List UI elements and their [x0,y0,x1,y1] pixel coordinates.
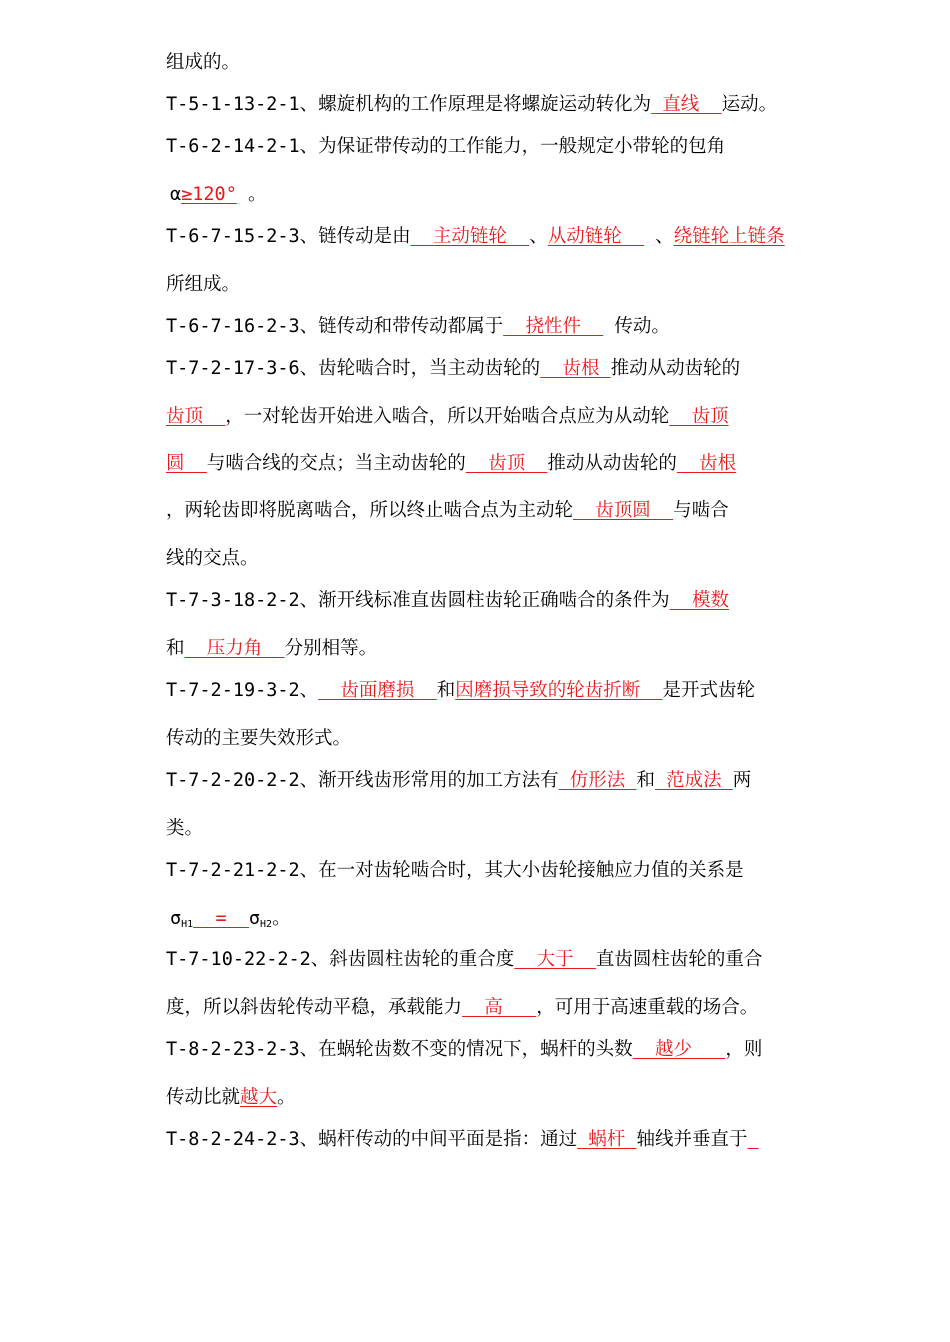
text: 两 [732,770,752,791]
question-6-7-16 [166,314,806,340]
text: 度，所以斜齿轮传动平稳，承载能力 [166,997,463,1018]
question-text: T-8-2-23-2-3、在蜗轮齿数不变的情况下，蜗杆的头数 [166,1039,633,1060]
text: 线的交点。 [166,548,259,569]
text-line [166,636,806,662]
question-text: T-7-10-22-2-2、斜齿圆柱齿轮的重合度 [166,949,515,970]
answer-blank: 齿根 [676,453,737,474]
answer-blank: 绕链轮上链条 [673,226,785,247]
answer-blank: 从动链轮 [547,226,645,247]
question-text: T-6-7-15-2-3、链传动是由 [166,226,411,247]
symbol-alpha: α [170,184,182,205]
question-5-1-13 [166,92,806,118]
question-6-2-14 [166,134,806,160]
answer-blank: = [193,908,249,929]
text: 类。 [166,818,204,839]
question-7-2-21 [166,858,806,884]
text-line [166,498,806,524]
text-line [166,272,806,298]
text-line [170,182,810,208]
answer-blank: 齿顶 [166,406,226,427]
subscript: H2 [260,919,273,930]
answer-blank: 范成法 [654,770,733,791]
answer-blank: 齿顶 [669,406,729,427]
answer-blank: 高 [462,997,537,1018]
question-7-2-17 [166,356,806,382]
question-8-2-24 [166,1127,806,1153]
answer-blank: 蜗杆 [577,1129,637,1150]
subscript: H1 [181,919,194,930]
text: ，则 [725,1039,763,1060]
text-line [166,816,806,842]
text: 所组成。 [166,274,241,295]
text: 、 [644,226,674,247]
question-text: T-7-2-21-2-2、在一对齿轮啮合时，其大小齿轮接触应力值的关系是 [166,860,744,881]
text: 和 [636,770,655,791]
answer-blank: 模数 [669,590,729,611]
answer-blank: 主动链轮 [410,226,530,247]
question-text: T-6-7-16-2-3、链传动和带传动都属于 [166,316,504,337]
answer-blank: 越少 [632,1039,726,1060]
text-line [166,546,806,572]
question-6-7-15 [166,224,806,250]
text: ，一对轮齿开始进入啮合，所以开始啮合点应为从动轮 [225,406,670,427]
answer-blank [747,1129,758,1150]
question-text: T-7-2-17-3-6、齿轮啮合时，当主动齿轮的 [166,358,541,379]
text: 分别相等。 [284,638,378,659]
text: 。 [277,1087,296,1108]
answer-blank: 越大 [240,1087,278,1108]
text: 轴线并垂直于 [636,1129,748,1150]
question-7-2-20 [166,768,806,794]
question-7-10-22 [166,947,806,973]
question-7-3-18 [166,588,806,614]
answer-blank: 齿根 [540,358,611,379]
text: 传动。 [603,316,670,337]
answer-blank: 挠性件 [503,316,604,337]
text: 。 [272,908,291,929]
question-text: T-6-2-14-2-1、为保证带传动的工作能力，一般规定小带轮的包角 [166,136,726,157]
text-line [166,451,806,477]
text: 组成的。 [166,52,241,73]
symbol-sigma: σ [170,908,182,929]
answer-blank: 齿顶 [465,453,548,474]
text-line [166,1085,806,1111]
text: 是开式齿轮 [662,680,756,701]
answer-blank: 齿顶圆 [573,500,674,521]
question-text: T-7-2-20-2-2、渐开线齿形常用的加工方法有 [166,770,559,791]
answer-blank: 大于 [514,949,596,970]
text-line [166,995,806,1021]
text-line [166,404,806,430]
answer-blank: 压力角 [184,638,285,659]
text: ，两轮齿即将脱离啮合，所以终止啮合点为主动轮 [166,500,574,521]
question-text: T-7-2-19-3-2、 [166,680,319,701]
text: 和 [166,638,185,659]
text-line [166,50,806,76]
answer-blank: 仿形法 [558,770,637,791]
answer-blank: ≥120° [181,184,237,205]
text: ，可用于高速重载的场合。 [536,997,759,1018]
question-text: 运动。 [721,94,778,115]
text: 和 [436,680,456,701]
question-text: T-8-2-24-2-3、蜗杆传动的中间平面是指：通过 [166,1129,578,1150]
question-text: T-5-1-13-2-1、螺旋机构的工作原理是将螺旋运动转化为 [166,94,652,115]
text: 直齿圆柱齿轮的重合 [595,949,763,970]
text: 、 [529,226,548,247]
text: 与啮合线的交点；当主动齿轮的 [206,453,466,474]
question-text: T-7-3-18-2-2、渐开线标准直齿圆柱齿轮正确啮合的条件为 [166,590,670,611]
answer-blank: 因磨损导致的轮齿折断 [455,680,663,701]
question-8-2-23 [166,1037,806,1063]
text: 。 [236,184,267,205]
text: 推动从动齿轮的 [547,453,677,474]
text-line [166,726,806,752]
text: 传动比就 [166,1087,241,1108]
text: 推动从动齿轮的 [610,358,741,379]
answer-blank: 直线 [651,94,722,115]
text: 传动的主要失效形式。 [166,728,352,749]
symbol-sigma: σ [248,908,261,929]
answer-blank: 圆 [166,453,207,474]
text: 与啮合 [673,500,729,521]
answer-blank: 齿面磨损 [318,680,437,701]
text-line [170,906,810,938]
question-7-2-19 [166,678,806,704]
